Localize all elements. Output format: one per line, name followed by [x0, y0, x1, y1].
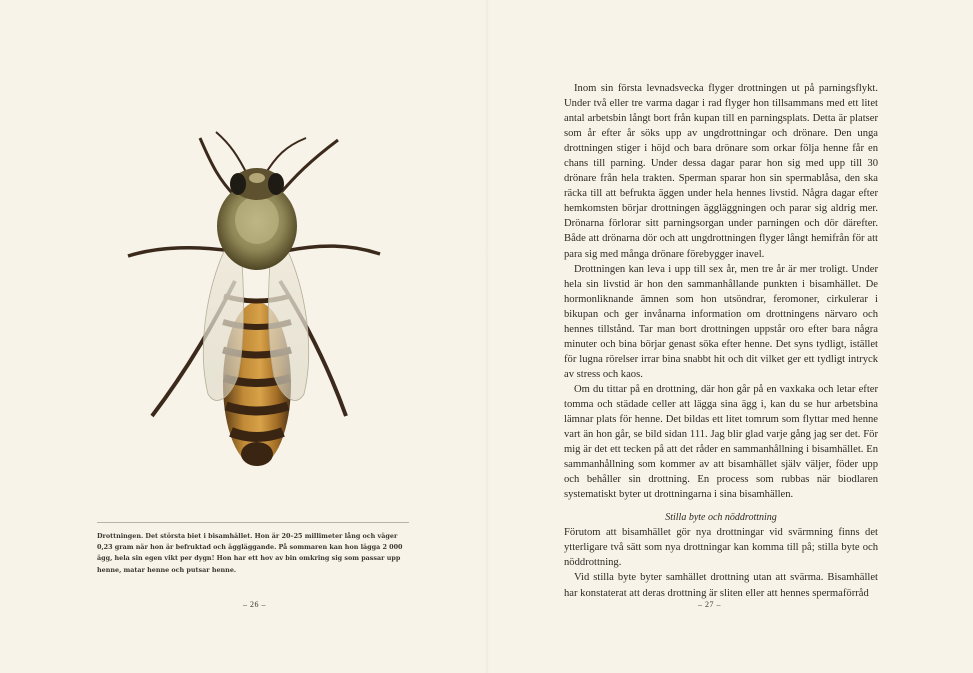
paragraph: Om du tittar på en drottning, där hon går på en vaxkaka och letar efter tomma och städade celler att lägga sina ägg i, kan du se hur arbetsbina lämnar plats för henne. Det bildas ett litet tomrum som flyttar med henne vart än hon går, se bild sidan 111. Jag blir glad varje gång jag ser det. För mig är det ett tecken på att det råder en sammanhållning i bisamhället. En sammanhållning som kommer av att bisamhället själv väljer, föder upp och behåller sin drottning. En process som rubbas när biodlaren systematiskt byter ut drottningarna i sina bisamhällen. [564, 383, 878, 501]
body-text [564, 81, 878, 601]
caption-rule [97, 522, 409, 523]
paragraph: Inom sin första levnadsvecka flyger drottningen ut på parningsflykt. Under två eller tre varma dagar i rad flyger hon tillsammans med ett litet antal arbetsbin långt bort från kupan till en parningsplats. Detta är platser som år efter år söks upp av ungdrottningar och drönare. Den unga drottningen stiger i höjd och bara drönare som orkar följa henne får en chans till parning. Under dessa dagar parar hon sig med upp till 30 drönare från hela trakten. Sperman sparar hon sin spermablåsa, den ska räcka till att befrukta äggen under hela hennes livstid. Några dagar efter hemkomsten börjar drottningen äggläggningen och parar sig aldrig mer. Drönarna förlorar sitt parningsorgan under parningen och dör därefter. Både att drönarna dör och att ungdrottningen flyger långt hemifrån för att para sig med många drönare förebygger inavel. [564, 83, 878, 260]
paragraph: Drottningen kan leva i upp till sex år, men tre år är mer troligt. Under hela sin livstid är hon den sammanhållande punkten i bisamhället. De hormonliknande ämnen som hon utsöndrar, feromoner, cirkulerar i bikupan och ger invånarna information om drottningens närvaro och hennes tillstånd. Tar man bort drottningen uppstår oro efter bara några minuter och bina börjar genast söka efter henne. Det syns tydligt, istället för lugna rörelser irrar bina snabbt hit och dit vilket ger ett tydligt intryck av stress och kaos. [564, 263, 878, 380]
page-number-left: – 26 – [243, 600, 266, 609]
queen-bee-illustration [120, 126, 390, 471]
left-page [0, 0, 486, 673]
paragraph: Vid stilla byte byter samhället drottning utan att svärma. Bisamhället har konstaterat att deras drottning är sliten eller att hennes spermaförråd [564, 572, 878, 599]
paragraph: Förutom att bisamhället gör nya drottningar vid svärmning finns det ytterligare två sätt som nya drottningar kan komma till på; stilla byte och nöddrottning. [564, 527, 878, 569]
page-number-right: – 27 – [698, 600, 721, 609]
right-page [487, 0, 973, 673]
section-subheading: Stilla byte och nöddrottning [665, 512, 777, 524]
figure-caption: Drottningen. Det största biet i bisamhället. Hon är 20–25 millimeter lång och väger 0,23 gram när hon är befruktad och äggläggande. På sommaren kan hon lägga 2 000 ägg, hela sin egen vikt per dygn! Hon har ett hov av bin omkring sig som passar upp henne, matar henne och putsar henne. [97, 532, 403, 574]
